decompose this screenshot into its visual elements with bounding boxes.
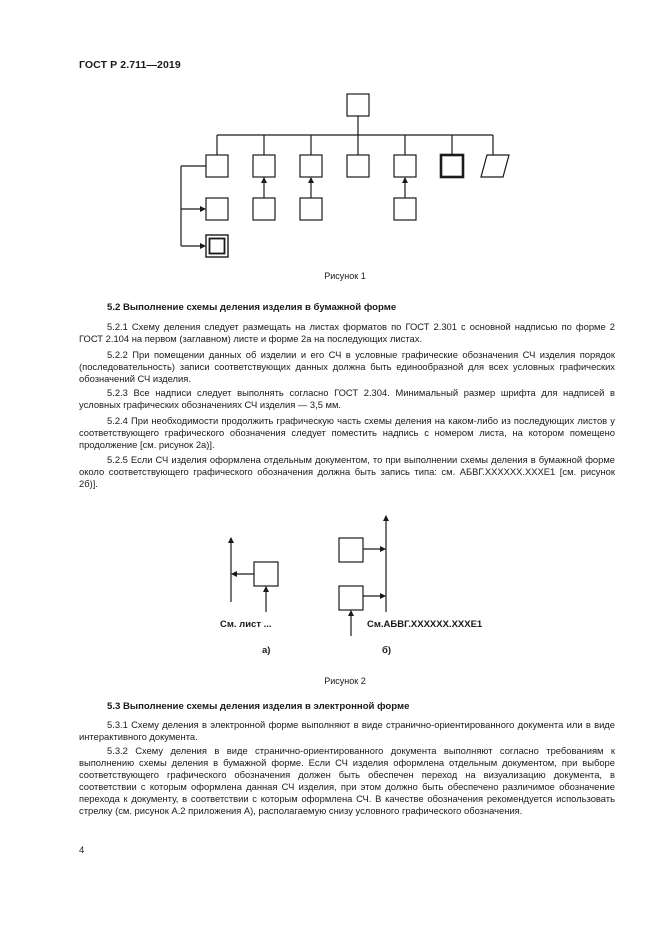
- fig2b-node-top: [339, 538, 363, 562]
- fig2b-sublabel: б): [382, 645, 392, 656]
- fig2a-sheet-label: См. лист ...: [220, 619, 272, 630]
- paragraph-5-2-2: 5.2.2 При помещении данных об изделии и его СЧ в условные графические обозначения СЧ изделия порядок (последовательность) записи соответствующих данных должна быть единообразной для всех условных графических обозначений СЧ изделия.: [79, 349, 615, 384]
- document-header: ГОСТ Р 2.711—2019: [79, 59, 181, 71]
- page-number: 4: [79, 845, 85, 856]
- paragraph-5-3-1: 5.3.1 Схему деления в электронной форме выполняют в виде странично-ориентированного документа или в виде интерактивного документа.: [79, 719, 615, 742]
- paragraph-5-2-3: 5.2.3 Все надписи следует выполнять согласно ГОСТ 2.304. Минимальный размер шрифта для надписей в условных графических обозначениях СЧ изделия — 3,5 мм.: [79, 387, 615, 410]
- paragraph-5-2-4: 5.2.4 При необходимости продолжить графическую часть схемы деления на каком-либо из последующих листов у соответствующего графического обозначения следует поместить надпись с номером листа, на котором помещено продолжение [см. рисунок 2а)].: [79, 415, 615, 450]
- fig2b-document-label: См.АБВГ.XXXXXX.XXXЕ1: [367, 619, 483, 630]
- figure-2-caption: Рисунок 2: [324, 676, 366, 686]
- fig2a-sublabel: а): [262, 645, 271, 656]
- fig2a-node: [254, 562, 278, 586]
- figure-1-caption: Рисунок 1: [324, 271, 366, 281]
- fig2b-node-bottom: [339, 586, 363, 610]
- paragraph-5-3-2: 5.3.2 Схему деления в виде странично-ориентированного документа выполняют согласно требованиям к выполнению схемы деления в бумажной форме. Если СЧ изделия оформлена отдельным документом, при выборе соответствующего графического обозначения должен быть обеспечен переход на визуализацию документа, в соответствии с которым оформлена данная СЧ изделия, при этом должно быть обеспечено различимое обозначение перехода к документу, в соответствии с которым оформлена СЧ. В качестве обозначения рекомендуется использовать стрелку (см. рисунок А.2 приложения А), располагаемую снизу условного графического обозначения.: [79, 745, 615, 816]
- paragraph-5-2-1: 5.2.1 Схему деления следует размещать на листах форматов по ГОСТ 2.301 с основной надписью по форме 2 ГОСТ 2.104 на первом (заглавном) листе и форме 2а на последующих листах.: [79, 321, 615, 344]
- paragraph-5-2-5: 5.2.5 Если СЧ изделия оформлена отдельным документом, то при выполнении схемы деления в бумажной форме около соответствующего графического обозначения должна быть запись типа: см. АБВГ.XXXXXX.XXXЕ1 [см. рисунок 2б)].: [79, 454, 615, 489]
- section-5-3-title: 5.3 Выполнение схемы деления изделия в электронной форме: [107, 701, 410, 712]
- section-5-2-title: 5.2 Выполнение схемы деления изделия в бумажной форме: [107, 302, 397, 313]
